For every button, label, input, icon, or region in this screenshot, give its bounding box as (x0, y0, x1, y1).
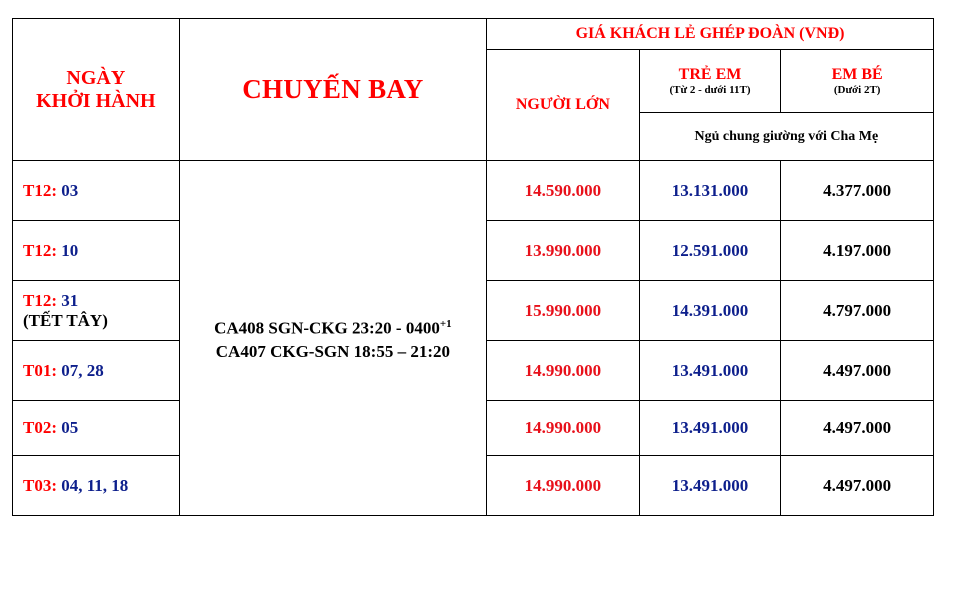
child-header-label: TRẺ EM (678, 65, 742, 83)
departure-date-cell (13, 401, 180, 456)
child-header-note: (Từ 2 - dưới 11T) (669, 83, 751, 96)
outbound-flight-plus-day: +1 (439, 318, 452, 331)
departure-date-header-line2: KHỞI HÀNH (36, 89, 156, 112)
holiday-note: (TẾT TÂY) (23, 310, 108, 330)
day-values: 03 (61, 180, 79, 200)
baby-price: 4.197.000 (781, 221, 934, 281)
month-label: T03: (23, 475, 57, 495)
outbound-flight-text: CA408 SGN-CKG 23:20 - 0400 (214, 318, 440, 338)
flight-header: CHUYẾN BAY (179, 19, 486, 161)
departure-date-cell (13, 221, 180, 281)
baby-price: 4.497.000 (781, 401, 934, 456)
month-label: T12: (23, 290, 57, 310)
day-values: 05 (61, 418, 79, 437)
departure-date-header (13, 19, 180, 161)
flight-info-cell (179, 161, 486, 516)
departure-date-cell (13, 341, 180, 401)
day-values: 04, 11, 18 (61, 475, 129, 495)
price-table (12, 18, 934, 516)
baby-price: 4.377.000 (781, 161, 934, 221)
adult-price: 13.990.000 (487, 221, 640, 281)
child-price: 13.491.000 (639, 401, 781, 456)
adult-price: 14.990.000 (487, 401, 640, 456)
adult-price: 14.990.000 (487, 341, 640, 401)
baby-header-label: EM BÉ (831, 65, 883, 83)
adult-price: 14.590.000 (487, 161, 640, 221)
month-label: T01: (23, 360, 57, 380)
day-values: 10 (61, 240, 79, 260)
child-price: 13.491.000 (639, 456, 781, 516)
departure-date-cell (13, 161, 180, 221)
adult-price: 15.990.000 (487, 281, 640, 341)
outbound-flight (180, 313, 486, 340)
child-header (639, 50, 781, 113)
child-price: 13.131.000 (639, 161, 781, 221)
child-price: 13.491.000 (639, 341, 781, 401)
month-label: T12: (23, 240, 57, 260)
month-label: T12: (23, 180, 57, 200)
departure-date-header-line1: NGÀY (66, 66, 126, 89)
month-label: T02: (23, 418, 57, 437)
header-row-1 (13, 19, 934, 50)
departure-date-cell (13, 281, 180, 341)
departure-date-cell (13, 456, 180, 516)
adult-price: 14.990.000 (487, 456, 640, 516)
baby-header-note: (Dưới 2T) (833, 83, 881, 96)
adult-header: NGƯỜI LỚN (487, 50, 640, 161)
baby-price: 4.497.000 (781, 341, 934, 401)
child-price: 12.591.000 (639, 221, 781, 281)
group-price-header: GIÁ KHÁCH LẺ GHÉP ĐOÀN (VNĐ) (487, 19, 934, 50)
child-price: 14.391.000 (639, 281, 781, 341)
table-row (13, 161, 934, 221)
baby-price: 4.797.000 (781, 281, 934, 341)
baby-price: 4.497.000 (781, 456, 934, 516)
day-values: 07, 28 (61, 360, 104, 380)
day-values: 31 (61, 290, 79, 310)
return-flight: CA407 CKG-SGN 18:55 – 21:20 (215, 341, 450, 361)
shared-bed-header: Ngủ chung giường với Cha Mẹ (639, 113, 933, 161)
baby-header (781, 50, 934, 113)
